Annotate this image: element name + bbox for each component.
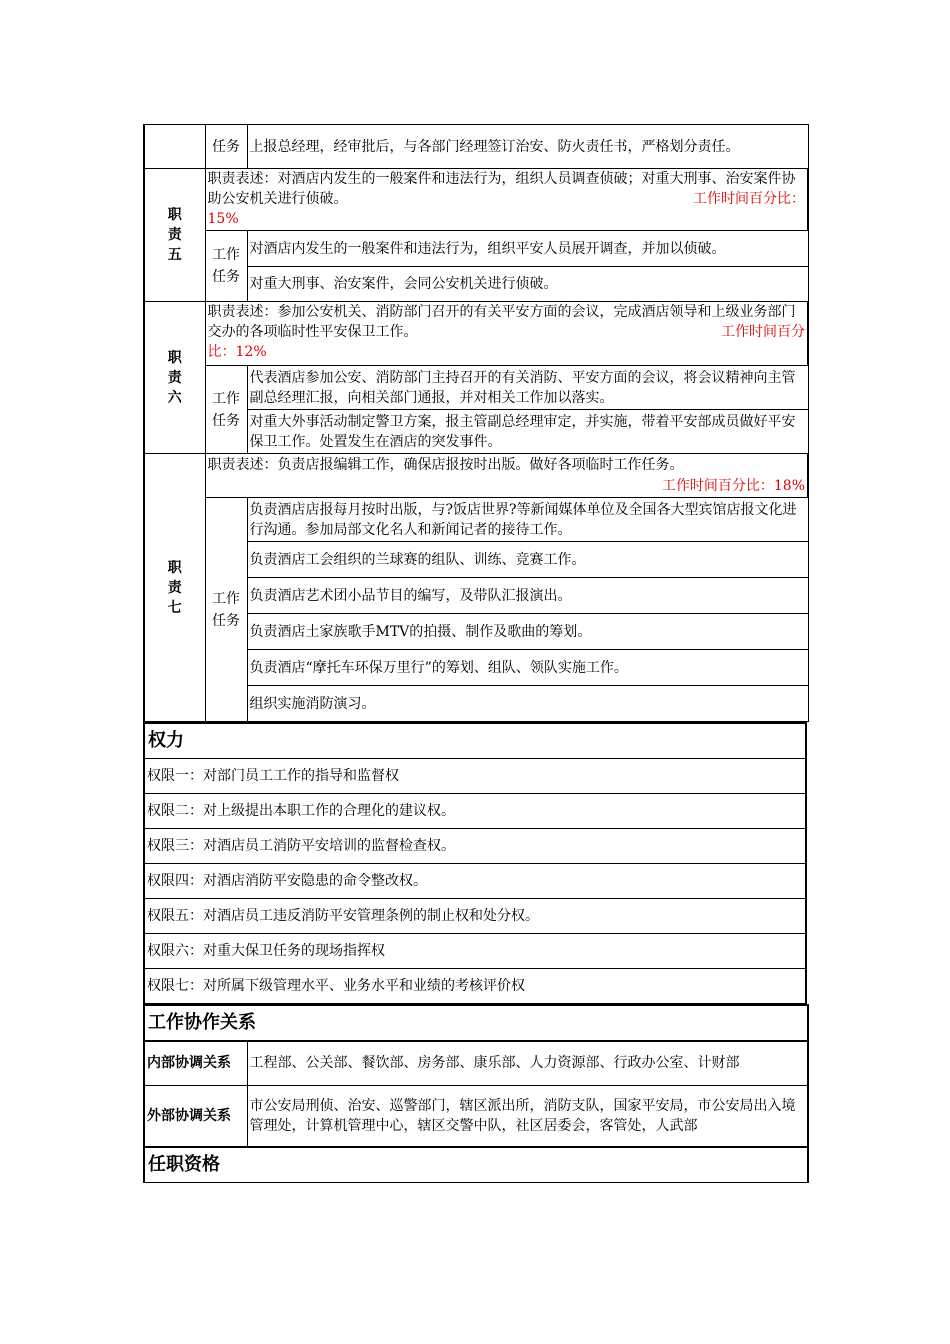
duty7-task-4: 负责酒店土家族歌手MTV的拍摄、制作及歌曲的筹划。	[247, 614, 808, 650]
duty5-task-2: 对重大刑事、治安案件，会同公安机关进行侦破。	[247, 267, 808, 302]
duty6-desc-text: 职责表述：参加公安机关、消防部门召开的有关平安方面的会议，完成酒店领导和上级业务部门交办的各项临时性平安保卫工作。	[207, 304, 796, 340]
duty6-description	[205, 302, 808, 366]
duty4-label-cell	[144, 125, 205, 169]
power-item-1: 权限一：对部门员工工作的指导和监督权	[144, 759, 806, 794]
duty5-label: 职 责 五	[144, 169, 205, 302]
coordination-table	[143, 1004, 809, 1183]
duty6-time-label: 工作时间百分	[721, 324, 805, 340]
power-item-3: 权限三：对酒店员工消防平安培训的监督检查权。	[144, 829, 806, 864]
duty5-desc-text: 职责表述：对酒店内发生的一般案件和违法行为，组织人员调查侦破；对重大刑事、治安案件协助公安机关进行侦破。	[207, 171, 796, 207]
duty7-task-label: 工作 任务	[205, 498, 247, 722]
internal-coordination-label: 内部协调关系	[144, 1041, 247, 1085]
duty5-task-1: 对酒店内发生的一般案件和违法行为，组织平安人员展开调查，并加以侦破。	[247, 231, 808, 267]
duty5-time-label: 工作时间百分比：	[693, 191, 805, 207]
duty7-label: 职 责 七	[144, 454, 205, 722]
powers-title: 权力	[144, 723, 806, 759]
duty7-task-6: 组织实施消防演习。	[247, 686, 808, 722]
power-item-4: 权限四：对酒店消防平安隐患的命令整改权。	[144, 864, 806, 899]
duty7-task-1: 负责酒店店报每月按时出版，与?饭店世界?等新闻媒体单位及全国各大型宾馆店报文化进行沟通。参加局部文化名人和新闻记者的接待工作。	[247, 498, 808, 542]
duty5-description	[205, 169, 808, 231]
qualification-title: 任职资格	[144, 1147, 808, 1183]
duty7-task-5: 负责酒店“摩托车环保万里行”的筹划、组队、领队实施工作。	[247, 650, 808, 686]
duty6-task-1: 代表酒店参加公安、消防部门主持召开的有关消防、平安方面的会议，将会议精神向主管副总经理汇报，向相关部门通报，并对相关工作加以落实。	[247, 366, 808, 410]
duty6-task-label: 工作 任务	[205, 366, 247, 454]
internal-coordination-value: 工程部、公关部、餐饮部、房务部、康乐部、人力资源部、行政办公室、计财部	[247, 1041, 808, 1085]
duty4-task-label: 任务	[205, 125, 247, 169]
duty7-description: 职责表述：负责店报编辑工作，确保店报按时出版。做好各项临时工作任务。	[205, 454, 808, 476]
duty6-task-2: 对重大外事活动制定警卫方案，报主管副总经理审定，并实施，带着平安部成员做好平安保卫工作。处置发生在酒店的突发事件。	[247, 410, 808, 454]
duty7-task-3: 负责酒店艺术团小品节目的编写，及带队汇报演出。	[247, 578, 808, 614]
coordination-title: 工作协作关系	[144, 1005, 808, 1041]
duties-table	[143, 124, 809, 722]
power-item-6: 权限六：对重大保卫任务的现场指挥权	[144, 934, 806, 969]
duty6-time-value: 比：12%	[207, 344, 267, 360]
duty5-task-label: 工作 任务	[205, 231, 247, 302]
powers-table	[143, 722, 807, 1004]
job-description-document	[143, 124, 807, 1183]
power-item-5: 权限五：对酒店员工违反消防平安管理条例的制止权和处分权。	[144, 899, 806, 934]
duty7-task-2: 负责酒店工会组织的兰球赛的组队、训练、竞赛工作。	[247, 542, 808, 578]
duty5-time-value: 15%	[207, 211, 239, 227]
duty4-task: 上报总经理，经审批后，与各部门经理签订治安、防火责任书，严格划分责任。	[247, 125, 808, 169]
duty7-time: 工作时间百分比：18%	[205, 476, 808, 498]
power-item-7: 权限七：对所属下级管理水平、业务水平和业绩的考核评价权	[144, 969, 806, 1004]
duty6-label: 职 责 六	[144, 302, 205, 454]
power-item-2: 权限二：对上级提出本职工作的合理化的建议权。	[144, 794, 806, 829]
external-coordination-label: 外部协调关系	[144, 1085, 247, 1147]
external-coordination-value: 市公安局刑侦、治安、巡警部门，辖区派出所，消防支队，国家平安局，市公安局出入境管理处，计算机管理中心，辖区交警中队，社区居委会，客管处，人武部	[247, 1085, 808, 1147]
